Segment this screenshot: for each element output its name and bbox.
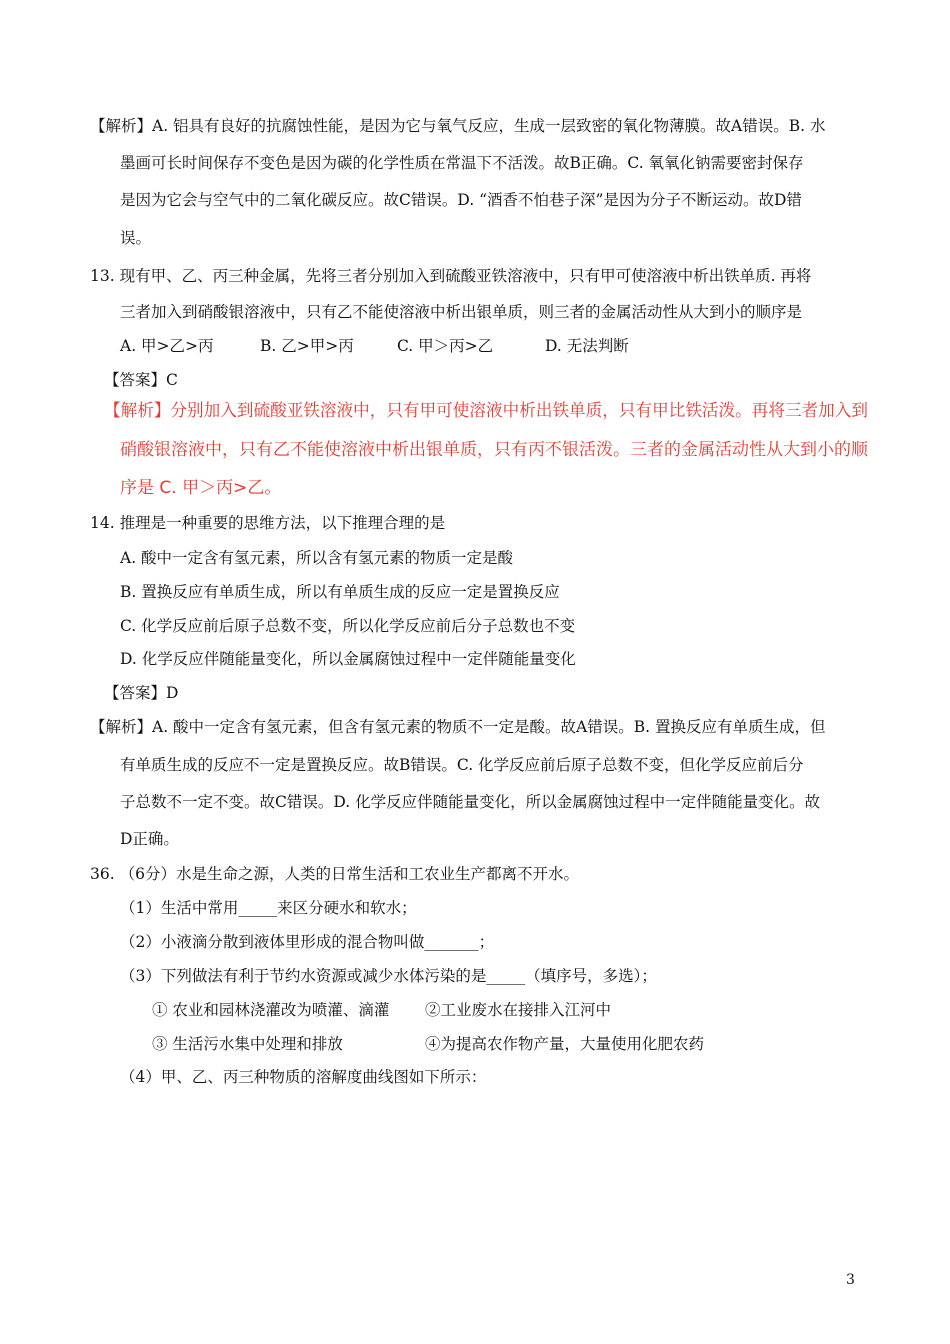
page-number: 3: [846, 1272, 855, 1288]
question-14-stem: 14. 推理是一种重要的思维方法，以下推理合理的是: [90, 514, 446, 532]
analysis-12-line-2: 墨画可长时间保存不变色是因为碳的化学性质在常温下不活泼。故B正确。C. 氧氧化钠需要密封保存: [120, 154, 804, 172]
option-13-a: A. 甲>乙>丙: [120, 337, 214, 355]
question-36-choice-2: ②工业废水在接排入江河中: [425, 1001, 612, 1019]
option-13-d: D. 无法判断: [545, 337, 629, 355]
question-36-part-4: （4）甲、乙、丙三种物质的溶解度曲线图如下所示：: [120, 1068, 487, 1086]
analysis-12-line-4: 误。: [120, 229, 152, 247]
analysis-12-line-1: 【解析】A. 铝具有良好的抗腐蚀性能，是因为它与氧气反应，生成一层致密的氧化物薄膜。故A错误。B. 水: [90, 117, 826, 135]
analysis-14-line-3: 子总数不一定不变。故C错误。D. 化学反应伴随能量变化，所以金属腐蚀过程中一定伴随能量变化。故: [120, 793, 821, 811]
question-36-part-1: （1）生活中常用_____来区分硬水和软水；: [120, 899, 417, 917]
option-14-b: B. 置换反应有单质生成，所以有单质生成的反应一定是置换反应: [120, 583, 560, 601]
question-36-part-2: （2）小液滴分散到液体里形成的混合物叫做_______；: [120, 933, 495, 951]
question-36-part-3: （3）下列做法有利于节约水资源或减少水体污染的是_____（填序号，多选）；: [120, 967, 657, 985]
question-36-choice-1: ① 农业和园林浇灌改为喷灌、滴灌: [152, 1001, 390, 1019]
option-14-a: A. 酸中一定含有氢元素，所以含有氢元素的物质一定是酸: [120, 549, 514, 567]
question-13-line-1: 13. 现有甲、乙、丙三种金属，先将三者分别加入到硫酸亚铁溶液中，只有甲可使溶液中析出铁单质. 再将: [90, 267, 812, 285]
answer-13: 【答案】C: [104, 371, 178, 389]
answer-14: 【答案】D: [104, 684, 179, 702]
question-36-choice-3: ③ 生活污水集中处理和排放: [152, 1035, 343, 1053]
analysis-14-line-4: D正确。: [120, 830, 179, 848]
analysis-13-line-2: 硝酸银溶液中，只有乙不能使溶液中析出银单质，只有丙不银活泼。三者的金属活动性从大到小的顺: [120, 440, 868, 460]
option-13-c: C. 甲＞丙>乙: [397, 337, 494, 355]
option-13-b: B. 乙>甲>丙: [260, 337, 354, 355]
question-36-stem: 36. （6分）水是生命之源，人类的日常生活和工农业生产都离不开水。: [90, 865, 579, 883]
option-14-d: D. 化学反应伴随能量变化，所以金属腐蚀过程中一定伴随能量变化: [120, 650, 576, 668]
question-36-choice-4: ④为提高农作物产量，大量使用化肥农药: [425, 1035, 705, 1053]
analysis-12-line-3: 是因为它会与空气中的二氧化碳反应。故C错误。D. “酒香不怕巷子深”是因为分子不断运动。故D错: [120, 191, 802, 209]
analysis-14-line-1: 【解析】A. 酸中一定含有氢元素，但含有氢元素的物质不一定是酸。故A错误。B. 置换反应有单质生成，但: [90, 718, 826, 736]
option-14-c: C. 化学反应前后原子总数不变，所以化学反应前后分子总数也不变: [120, 617, 576, 635]
analysis-13-line-3: 序是 C. 甲＞丙>乙。: [120, 478, 282, 498]
analysis-13-line-1: 【解析】分别加入到硫酸亚铁溶液中，只有甲可使溶液中析出铁单质，只有甲比铁活泼。再将三者加入到: [104, 401, 869, 421]
analysis-14-line-2: 有单质生成的反应不一定是置换反应。故B错误。C. 化学反应前后原子总数不变，但化学反应前后分: [120, 756, 804, 774]
question-13-line-2: 三者加入到硝酸银溶液中，只有乙不能使溶液中析出银单质，则三者的金属活动性从大到小的顺序是: [120, 303, 803, 321]
